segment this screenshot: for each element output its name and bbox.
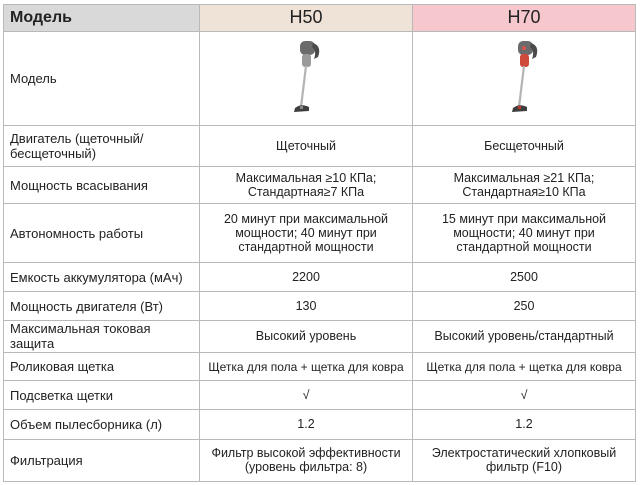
row-label: Объем пылесборника (л) [4, 410, 200, 440]
stick-vacuum-gray-icon [289, 36, 323, 120]
model-b-value: Бесщеточный [413, 126, 636, 167]
comparison-table [3, 4, 636, 482]
model-a-value: 1.2 [200, 410, 413, 440]
row-label: Мощность двигателя (Вт) [4, 292, 200, 321]
row-label: Роликовая щетка [4, 352, 200, 381]
model-b-value: 250 [413, 292, 636, 321]
table-row-brush-light [4, 381, 636, 410]
image-row [4, 31, 636, 125]
row-label: Мощность всасывания [4, 167, 200, 204]
model-b-value: 1.2 [413, 410, 636, 440]
model-b-value: 15 минут при максимальной мощности; 40 минут при стандартной мощности [413, 203, 636, 262]
model-a-value: Высокий уровень [200, 320, 413, 352]
model-a-image-cell [200, 31, 413, 125]
row-label: Емкость аккумулятора (мАч) [4, 263, 200, 292]
row-label: Фильтрация [4, 439, 200, 481]
table-row-dustbin [4, 410, 636, 440]
table-row-battery [4, 263, 636, 292]
row-label: Двигатель (щеточный/бесщеточный) [4, 126, 200, 167]
row-label: Автономность работы [4, 203, 200, 262]
table-row-engine [4, 126, 636, 167]
model-a-value: Фильтр высокой эффективности (уровень фильтра: 8) [200, 439, 413, 481]
model-a-value: 130 [200, 292, 413, 321]
image-row-label: Модель [4, 31, 200, 125]
table-row-current-protection [4, 320, 636, 352]
table-row-roller-brush [4, 352, 636, 381]
row-label: Максимальная токовая защита [4, 320, 200, 352]
header-label: Модель [4, 5, 200, 32]
model-a-value: √ [200, 381, 413, 410]
model-b-value: √ [413, 381, 636, 410]
model-a-value: Максимальная ≥10 КПа; Стандартная≥7 КПа [200, 167, 413, 204]
model-b-value: 2500 [413, 263, 636, 292]
comparison-table-container [3, 4, 635, 482]
header-model-b: H70 [413, 5, 636, 32]
model-a-value: Щеточный [200, 126, 413, 167]
model-b-value: Максимальная ≥21 КПа; Стандартная≥10 КПа [413, 167, 636, 204]
model-b-value: Электростатический хлопковый фильтр (F10) [413, 439, 636, 481]
model-b-image-cell [413, 31, 636, 125]
table-row-filtration [4, 439, 636, 481]
table-row-runtime [4, 203, 636, 262]
model-a-value: Щетка для пола + щетка для ковра [200, 352, 413, 381]
table-row-suction [4, 167, 636, 204]
model-a-value: 20 минут при максимальной мощности; 40 минут при стандартной мощности [200, 203, 413, 262]
header-model-a: H50 [200, 5, 413, 32]
model-b-value: Высокий уровень/стандартный [413, 320, 636, 352]
table-row-motor-power [4, 292, 636, 321]
model-a-value: 2200 [200, 263, 413, 292]
stick-vacuum-red-icon [507, 36, 541, 120]
row-label: Подсветка щетки [4, 381, 200, 410]
table-header-row [4, 5, 636, 32]
model-b-value: Щетка для пола + щетка для ковра [413, 352, 636, 381]
